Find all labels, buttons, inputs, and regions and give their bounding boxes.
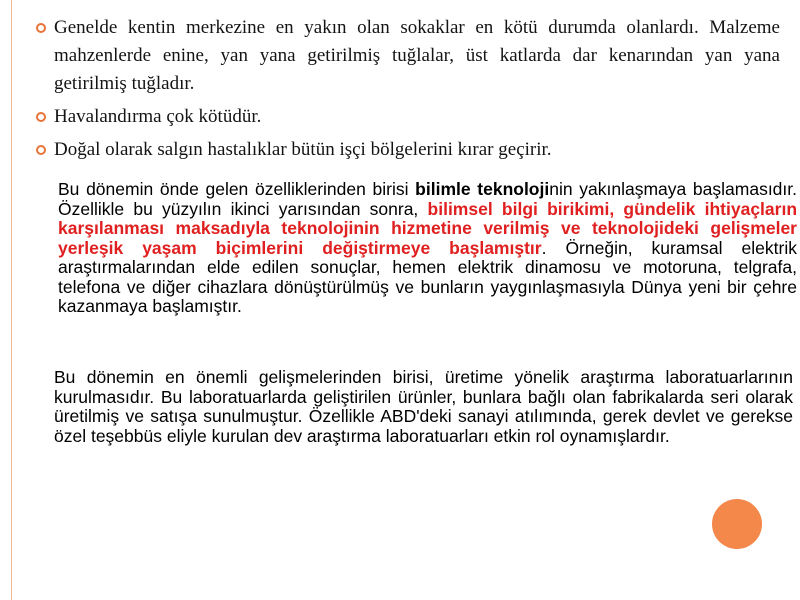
paragraph-text: . Örneğin, kuramsal elektrik araştırmalarından elde edilen sonuçlar, hemen elektrik dinamosu ve motoruna, telgrafa, telefona ve diğer cihazlara dönüştürülmüş ve bunların yaygınlaşmasıyla Dünya yeni bir çehre kazanmaya başlamıştır.	[58, 237, 797, 316]
paragraph-technology	[58, 180, 797, 317]
bullet-item	[36, 103, 780, 131]
decorative-orange-circle	[712, 499, 762, 549]
bullet-text: Genelde kentin merkezine en yakın olan sokaklar en kötü durumda olanlardı. Malzeme mahzenlerde enine, yan yana getirilmiş tuğlalar, üst katlarda dar kenarından yan yana getirilmiş tuğladır.	[54, 17, 780, 94]
bullet-text: Havalandırma çok kötüdür.	[54, 106, 262, 127]
paragraph-text: Bu dönemin önde gelen özelliklerinden birisi	[58, 179, 416, 199]
bullet-ring-icon	[36, 112, 46, 122]
paragraph-highlight: bilimsel bilgi birikimi, gündelik ihtiyaçların karşılanması maksadıyla teknolojinin hizmetine verilmiş ve teknolojideki gelişmeler yerleşik yaşam biçimlerini değiştirmeye başlamıştır	[58, 198, 798, 258]
paragraph-bold-term: bilimle teknoloji	[415, 179, 550, 199]
bullet-ring-icon	[36, 23, 46, 33]
bullet-list	[36, 14, 780, 169]
bullet-item	[36, 136, 780, 164]
bullet-item	[36, 14, 780, 98]
paragraph-laboratories: Bu dönemin en önemli gelişmelerinden birisi, üretime yönelik araştırma laboratuarlarının kurulmasıdır. Bu laboratuarlarda geliştirilen ürünler, bunlara bağlı olan fabrikalarda seri olarak üretilmiş ve satışa sunulmuştur. Özellikle ABD'deki sanayi atılımında, gerek devlet ve gerekse özel teşebbüs eliyle kurulan dev araştırma laboratuarları etkin rol oynamışlardır.	[54, 367, 793, 446]
bullet-text: Doğal olarak salgın hastalıklar bütün işçi bölgelerini kırar geçirir.	[54, 139, 552, 160]
paragraph-text: nin yakınlaşmaya başlamasıdır. Özellikle bu yüzyılın ikinci yarısından sonra,	[58, 179, 797, 219]
slide-border-line	[11, 0, 12, 600]
bullet-ring-icon	[36, 145, 46, 155]
